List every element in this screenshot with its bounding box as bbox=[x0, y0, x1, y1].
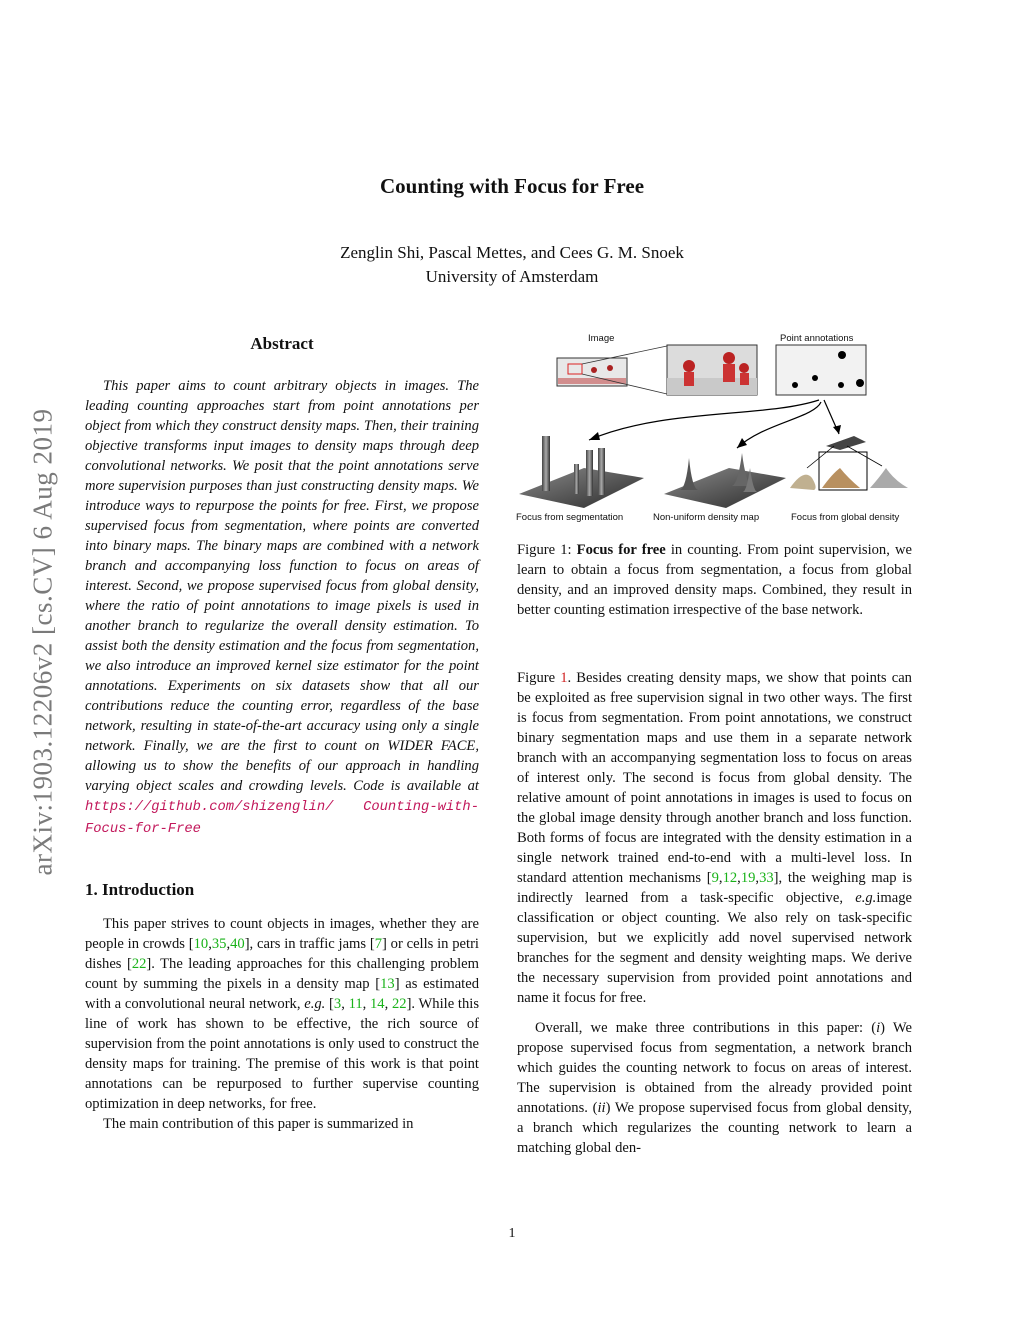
global-density-plot bbox=[790, 436, 908, 490]
authors: Zenglin Shi, Pascal Mettes, and Cees G. M. Snoek bbox=[340, 243, 684, 262]
abstract bbox=[85, 376, 479, 840]
label-focus-segmentation: Focus from segmentation bbox=[516, 512, 624, 523]
density-map-plot bbox=[664, 453, 786, 508]
citation[interactable]: 14 bbox=[370, 996, 385, 1012]
arrow-to-density bbox=[737, 402, 821, 448]
right-paragraph-1: Figure 1. Besides creating density maps, we show that points can be exploited as free supervision signal in two other ways. The first is focus from segmentation. From point annotations, we construct binary segmentation maps and use them in a separate network branch with an accompanying segmentation loss to focus on areas of interest only. The second is focus from global density. The relative amount of point annotations in images is used to focus on the global image density through another branch and loss function. Both forms of focus are integrated with the density estimation in a single network trained end-to-end with a multi-level loss. In standard attention mechanisms [9,12,19,33], the weighing map is indirectly learned from a task-specific objective, e.g.image classification or object counting. We also rely on task-specific supervision, but we explicitly add novel supervised network branches for the segment and density weighting maps. We derive the necessary supervision from provided point annotations and name it focus for free. bbox=[517, 670, 912, 1006]
citation[interactable]: 9 bbox=[711, 870, 719, 886]
left-column bbox=[85, 334, 479, 1134]
figure-1-caption: Figure 1: Focus for free in counting. From point supervision, we learn to obtain a focus from segmentation, a focus from global density, and an improved density maps. Combined, they result in better counting estimation irrespective of the base network. bbox=[517, 542, 912, 618]
citation[interactable]: 22 bbox=[131, 956, 147, 972]
arrow-to-segmentation bbox=[589, 400, 819, 440]
intro-heading: 1. Introduction bbox=[85, 880, 195, 899]
code-link[interactable]: https://github.com/shizenglin/ bbox=[85, 800, 334, 815]
intro-paragraph-1: This paper strives to count objects in images, whether they are people in crowds [10,35,40], cars in traffic jams [7] or cells in petri dishes [22]. The leading approaches for this challenging problem count by summing the pixels in a density map [13] as estimated with a convolutional neural network, e.g. [3, 11, 14, 22]. While this line of work has shown to be effective, the rich source of supervision from the point annotations is only used to construct the density maps for training. The premise of this work is that point annotations can be repurposed to further supervise counting optimization in deep networks, for free. bbox=[85, 916, 479, 1112]
citation[interactable]: 13 bbox=[380, 976, 395, 992]
citation[interactable]: 33 bbox=[759, 870, 774, 886]
citation[interactable]: 22 bbox=[391, 996, 407, 1012]
point-annotations-panel bbox=[776, 345, 866, 395]
citation[interactable]: 19 bbox=[740, 870, 756, 886]
label-focus-global: Focus from global density bbox=[791, 512, 900, 523]
paper-title: Counting with Focus for Free bbox=[379, 174, 645, 198]
arxiv-id: arXiv:1903.12206v2 [cs.CV] 6 Aug 2019 bbox=[27, 408, 58, 876]
intro-body bbox=[85, 914, 479, 1134]
segmentation-focus-plot bbox=[519, 436, 644, 508]
citation[interactable]: 7 bbox=[374, 936, 383, 952]
label-point-annotations: Point annotations bbox=[780, 333, 854, 344]
citation[interactable]: 40 bbox=[230, 936, 245, 952]
affiliation: University of Amsterdam bbox=[425, 267, 599, 286]
label-image: Image bbox=[588, 333, 615, 344]
citation[interactable]: 35 bbox=[211, 936, 227, 952]
figure-1-graphic bbox=[514, 328, 914, 528]
abstract-heading: Abstract bbox=[250, 334, 314, 353]
intro-paragraph-2: The main contribution of this paper is summarized in bbox=[103, 1116, 414, 1132]
right-paragraph-2: Overall, we make three contributions in this paper: (i) We propose supervised focus from segmentation, a network branch which guides the counting network to focus on areas of interest. The supervision is obtained from the already provided point annotations. (ii) We propose supervised focus from global density, a branch which regularizes the counting network to learn a matching global den- bbox=[517, 1020, 912, 1156]
citation[interactable]: 3 bbox=[333, 996, 342, 1012]
citation[interactable]: 10 bbox=[193, 936, 209, 952]
image-zoomed bbox=[667, 345, 757, 395]
author-block bbox=[0, 241, 1024, 289]
right-column bbox=[517, 668, 912, 1158]
figure-reference[interactable]: 1 bbox=[560, 670, 568, 686]
code-link-continued[interactable]: Counting-with-Focus-for-Free bbox=[85, 800, 479, 837]
citation[interactable]: 12 bbox=[722, 870, 738, 886]
abstract-text: This paper aims to count arbitrary objects in images. The leading counting approaches start from point annotations per object from which they construct density maps. Then, their training objective transforms input images to density maps through deep convolutional networks. We posit that the point annotations serve more supervision purposes than just constructing density maps. We introduce ways to repurpose the points for free. First, we propose supervised focus from segmentation, where points are converted into binary maps. The binary maps are combined with a network branch and accompanying loss function to focus on areas of interest. Second, we propose supervised focus from global density, where the ratio of point annotations to image pixels is used in another branch to regularize the overall density estimation. To assist both the density estimation and the focus from segmentation, we also introduce an improved kernel size estimator for the point annotations. Experiments on six datasets show that all our contributions reduce the counting error, regardless of the base network, resulting in state-of-the-art accuracy using only a single network. Finally, we are the first to count on WIDER FACE, allowing us to show the benefits of our approach in handling varying object scales and crowding levels. Code is available at bbox=[85, 378, 479, 794]
citation[interactable]: 11 bbox=[348, 996, 363, 1012]
label-density-map: Non-uniform density map bbox=[653, 512, 760, 523]
figure-1 bbox=[514, 328, 914, 528]
page-number: 1 bbox=[508, 1226, 516, 1241]
